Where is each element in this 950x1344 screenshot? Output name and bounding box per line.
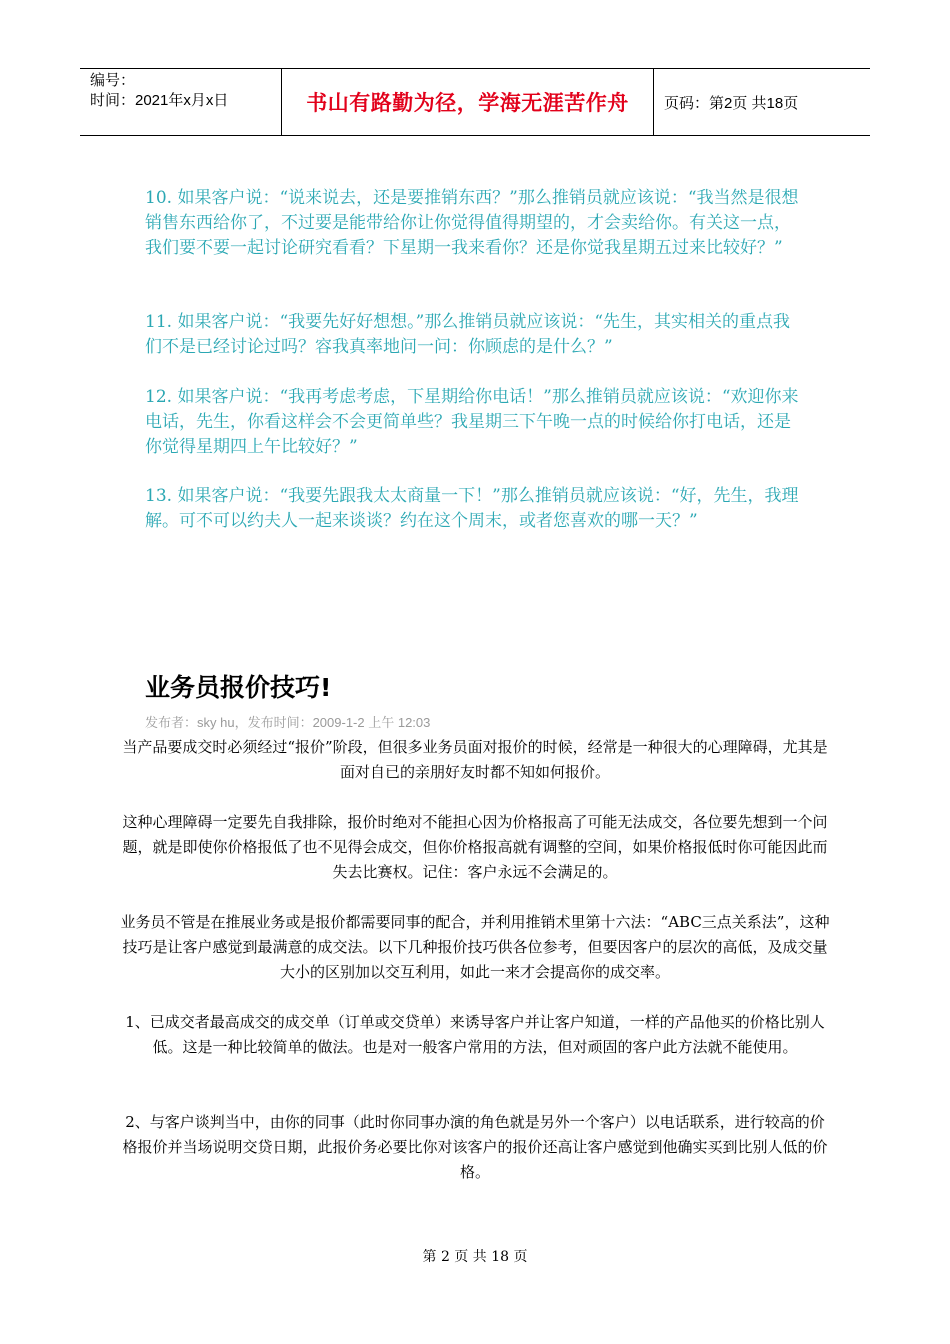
- article-meta: 发布者：sky hu，发布时间：2009-1-2 上午 12:03: [145, 715, 431, 730]
- faq-text: 12. 如果客户说：“我再考虑考虑，下星期给你电话！”那么推销员就应该说：“欢迎你来电话，先生，你看这样会不会更简单些？我星期三下午晚一点的时候给你打电话，还是你觉得星期四上午比较好？”: [145, 387, 799, 457]
- time-label: 时间：2021年x月x日: [90, 92, 229, 109]
- faq-text: 11. 如果客户说：“我要先好好想想。”那么推销员就应该说：“先生，其实相关的重点我们不是已经讨论过吗？容我真率地问一问：你顾虑的是什么？”: [145, 312, 791, 357]
- header-left-cell: [80, 69, 282, 135]
- article-paragraph: 2、与客户谈判当中，由你的同事（此时你同事办演的角色就是另外一个客户）以电话联系，进行较高的价格报价并当场说明交贷日期，此报价务必要比你对该客户的报价还高让客户感觉到他确实买到比别人低的价格。: [122, 1113, 828, 1181]
- article-paragraph: 当产品要成交时必须经过“报价”阶段，但很多业务员面对报价的时候，经常是一种很大的心理障碍，尤其是面对自已的亲朋好友时都不知如何报价。: [122, 738, 828, 781]
- faq-text: 10. 如果客户说：“说来说去，还是要推销东西？”那么推销员就应该说：“我当然是很想销售东西给你了，不过要是能带给你让你觉得值得期望的，才会卖给你。有关这一点，我们要不要一起讨论研究看看？下星期一我来看你？还是你觉我星期五过来比较好？”: [145, 188, 799, 258]
- page-footer: 第 2 页 共 18 页: [422, 1249, 528, 1265]
- article-paragraph: 1、已成交者最高成交的成交单（订单或交贷单）来诱导客户并让客户知道，一样的产品他买的价格比别人低。这是一种比较简单的做法。也是对一般客户常用的方法，但对顽固的客户此方法就不能使用。: [125, 1013, 825, 1056]
- faq-text: 13. 如果客户说：“我要先跟我太太商量一下！”那么推销员就应该说：“好，先生，我理解。可不可以约夫人一起来谈谈？约在这个周末，或者您喜欢的哪一天？”: [145, 486, 799, 531]
- faq-item-11: [145, 310, 805, 360]
- faq-item-13: [145, 484, 805, 534]
- article-paragraph: 这种心理障碍一定要先自我排除，报价时绝对不能担心因为价格报高了可能无法成交，各位要先想到一个问题，就是即使你价格报低了也不见得会成交，但你价格报高就有调整的空间，如果价格报低时你可能因此而失去比赛权。记住：客户永远不会满足的。: [122, 813, 828, 881]
- number-label: 编号：: [90, 72, 136, 89]
- page-header: [80, 68, 870, 136]
- article-paragraph: 业务员不管是在推展业务或是报价都需要同事的配合，并利用推销术里第十六法：“ABC三点关系法”，这种技巧是让客户感觉到最满意的成交法。以下几种报价技巧供各位参考，但要因客户的层次的高低，及成交量大小的区别加以交互利用，如此一来才会提高你的成交率。: [120, 913, 830, 981]
- header-page-label: 页码：第2页 共18页: [664, 94, 799, 112]
- article-title: 业务员报价技巧!: [145, 673, 332, 702]
- header-motto: 书山有路勤为径，学海无涯苦作舟: [282, 69, 654, 135]
- faq-item-12: [145, 385, 805, 460]
- faq-item-10: [145, 186, 805, 261]
